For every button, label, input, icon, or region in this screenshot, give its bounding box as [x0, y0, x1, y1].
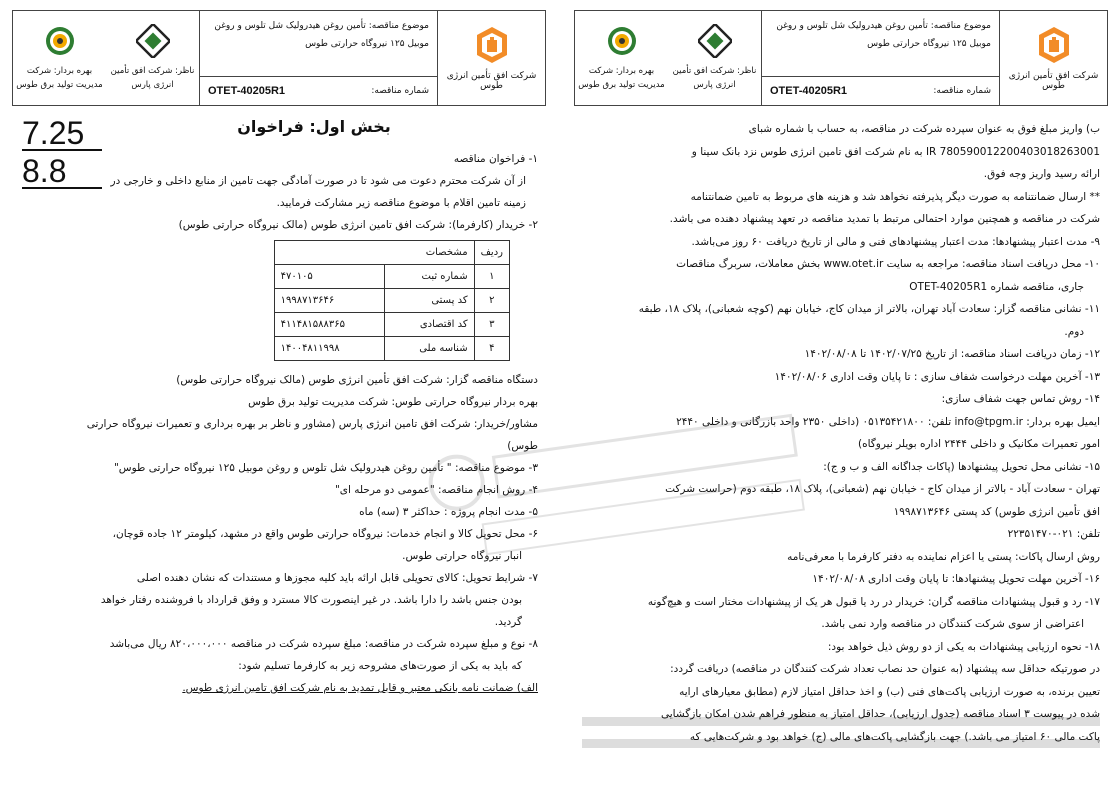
plant-operator: بهره بردار نیروگاه حرارتی طوس: شرکت مدیریت تولید برق طوس [248, 396, 538, 408]
page-body: ب) واریز مبلغ فوق به عنوان سپرده شرکت در مناقصه، به حساب با شماره شبای IR 780590012200403018263001 به نام شرکت افق تامین انرژی طوس نزد بانک سینا و ارائه رسید واریز وجه فوق. ** ارسال ضمانتنامه به صورت دیگر پذیرفته نخواهد شد و هزینه های مربوط به تامین ضمانتنامه شرکت در مناقصه و همچنین موارد احتمالی مرتبط با تمدید مناقصه در تعهد پیشنهاد دهنده می باشد. ۹- مدت اعتبار پیشنهادها: مدت اعتبار پیشنهادهای فنی و مالی از تاریخ دریافت ۶۰ روز می‌باشد. ۱۰- محل دریافت اسناد مناقصه: مراجعه به سایت www.otet.ir بخش معاملات، سربرگ مناقصات جاری، مناقصه شماره OTET-40205R1 ۱۱- نشانی مناقصه گزار: سعادت آباد تهران، بالاتر از میدان کاج، خیابان نهم (کوچه شعبانی)، پلاک ۱۸، طبقه دوم. ۱۲- زمان دریافت اسناد مناقصه: از تاریخ ۱۴۰۲/۰۷/۲۵ تا ۱۴۰۲/۰۸/۰۸ ۱۳- آخرین مهلت درخواست شفاف سازی : تا پایان وقت اداری ۱۴۰۲/۰۸/۰۶ ۱۴- روش تماس جهت شفاف سازی: ایمیل بهره بردار: info@tpgm.ir تلفن: ۰۵۱۳۵۴۲۱۸۰۰ (داخلی ۲۳۵۰ واحد بازرگانی و داخلی ۲۴۴۰ امور تعمیرات مکانیک و داخلی ۲۴۴۴ اداره بویلر نیروگاه) ۱۵- نشانی محل تحویل پیشنهادها (پاکات جداگانه الف و ب و ج): تهران - سعادت آباد - بالاتر از میدان کاج - خیابان نهم (شعبانی)، پلاک ۱۸، طبقه دوم (حراست شرکت افق تأمین انرژی طوس) کد پستی ۱۹۹۸۷۱۳۶۴۶ تلفن: ۰۲۱-۲۲۳۵۱۴۷۰ روش ارسال پاکات: پستی یا اعزام نماینده به دفتر کارفرما با معرفی‌نامه ۱۶- آخرین مهلت تحویل پیشنهادها: تا پایان وقت اداری ۱۴۰۲/۰۸/۰۸ ۱۷- رد و قبول پیشنهادات مناقصه گران: خریدار در رد یا قبول هر یک از پیشنهادات مختار است و هیچ‌گونه اعتراضی از سوی شرکت کنندگان در مناقصه وارد نمی باشد. ۱۸- نحوه ارزیابی پیشنهادات به یکی از دو روش ذیل خواهد بود: در صورتیکه حداقل سه پیشنهاد (به عنوان حد نصاب تعداد شرکت کنندگان در مناقصه) دریافت گردد: تعیین برنده، به صورت ارزیابی پاکت‌های فنی (ب) و اخذ حداقل امتیاز لازم (مطابق معیارهای ارایه شده در پیوست ۳ اسناد مناقصه (جدول ارزیابی)، حداقل امتیاز به منظور فراهم شدن امکان بازگشایی پاکت مالی ۶۰ امتیاز می باشد.) جهت بازگشایی پاکت‌های مالی (ج) خواهد بود و شرکت‌هایی که [582, 118, 1100, 748]
delivery-phone: تلفن: ۰۲۱-۲۲۳۵۱۴۷۰ [1007, 528, 1100, 540]
supervisor-logo-icon [136, 24, 170, 58]
header-subject-block [199, 11, 437, 105]
page-body: بخش اول: فراخوان ۱- فراخوان مناقصه از آن شرکت محترم دعوت می شود تا در صورت آمادگی جهت تامین از منابع داخلی و خارجی در زمینه تامین اقلام با موضوع مناقصه زیر مشارکت فرمایید. ۲- خریدار (کارفرما): شرکت افق تامین انرژی طوس (مالک نیروگاه حرارتی طوس) ردیف مشخصات ۱ شماره ثبت ۴۷۰۱۰۵ ۲ کد پستی ۱۹۹۸۷۱۳۶۴۶ ۳ کد اقتصادی ۴۱۱۴۸۱۵۸۸۳۶۵ ۴ شناسه ملی ۱۴۰۰۴۸۱۱۹۹۸ دستگاه مناقصه گزار: شرکت افق تأمین انرژی طوس (مالک نیروگاه حرارتی طوس) بهره بردار نیروگاه حرارتی طوس: شرکت مدیریت تولید برق طوس مشاور/خریدار: شرکت افق تامین انرژی پارس (مشاور و ناظر بر بهره برداری و تعمیرات نیروگاه حرارتی طوس) ۳- موضوع مناقصه: " تأمین روغن هیدرولیک شل تلوس و روغن موبیل ۱۲۵ نیروگاه حرارتی طوس" ۴- روش انجام مناقصه: "عمومی دو مرحله ای" ۵- مدت انجام پروژه : حداکثر ۳ (سه) ماه ۶- محل تحویل کالا و انجام خدمات: نیروگاه حرارتی طوس واقع در مشهد، کیلومتر ۱۲ جاده قوچان، انبار نیروگاه حرارتی طوس. ۷- شرایط تحویل: کالای تحویلی قابل ارائه باید کلیه مجوزها و مستندات که نشان دهنده اصلی بودن جنس باشد را دارا باشد. در غیر اینصورت کالا مسترد و وفق قرارداد با فروشنده رفتار خواهد گردید. ۸- نوع و مبلغ سپرده شرکت در مناقصه: مبلغ سپرده شرکت در مناقصه ۸۲۰،۰۰۰،۰۰۰ ریال می‌باشد که باید به یکی از صورت‌های مشروحه زیر به کارفرما تسلیم شود: الف) ضمانت نامه بانکی معتبر و قابل تمدید به نام شرکت افق تامین انرژی طوس. [20, 114, 538, 699]
supervisor-cell [668, 11, 761, 105]
section-5: ۵- مدت انجام پروژه : حداکثر ۳ (سه) ماه [359, 506, 538, 518]
handwritten-number-2: 8.8 [22, 153, 67, 189]
table-row: ۳ کد اقتصادی ۴۱۱۴۸۱۵۸۸۳۶۵ [274, 313, 509, 337]
operator-cell [575, 11, 668, 105]
operator-logo-icon [605, 24, 639, 58]
delivery-method: روش ارسال پاکات: پستی یا اعزام نماینده به دفتر کارفرما با معرفی‌نامه [787, 550, 1100, 563]
org-name: شرکت افق تأمین انرژی طوس [1008, 71, 1099, 91]
guarantee-option-a: الف) ضمانت نامه بانکی معتبر و قابل تمدید به نام شرکت افق تامین انرژی طوس. [182, 682, 538, 694]
table-row: ۴ شناسه ملی ۱۴۰۰۴۸۱۱۹۹۸ [274, 337, 509, 361]
section-8: ۸- نوع و مبلغ سپرده شرکت در مناقصه: مبلغ سپرده شرکت در مناقصه ۸۲۰،۰۰۰،۰۰۰ ریال می‌باشد [109, 638, 538, 650]
operator-cell [13, 11, 106, 105]
registration-table [274, 240, 510, 361]
delivery-address: تهران - سعادت آباد - بالاتر از میدان کاج - خیابان نهم (شعبانی)، پلاک ۱۸، طبقه دوم (حراست شرکت [665, 483, 1100, 495]
section-18: ۱۸- نحوه ارزیابی پیشنهادات به یکی از دو روش ذیل خواهد بود: [827, 640, 1100, 653]
company-logo-icon [1034, 25, 1074, 65]
header-logos [575, 11, 761, 105]
tender-number: OTET-40205R1 [770, 85, 848, 97]
page-header [12, 10, 546, 106]
section-12: ۱۲- زمان دریافت اسناد مناقصه: از تاریخ ۱۴۰۲/۰۷/۲۵ تا ۱۴۰۲/۰۸/۰۸ [804, 348, 1100, 360]
section-2-title: ۲- خریدار (کارفرما): شرکت افق تامین انرژی طوس (مالک نیروگاه حرارتی طوس) [178, 219, 538, 231]
tender-number: OTET-40205R1 [208, 85, 286, 97]
section-16: ۱۶- آخرین مهلت تحویل پیشنهادها: تا پایان وقت اداری ۱۴۰۲/۰۸/۰۸ [812, 573, 1100, 585]
operator-caption: بهره بردار: شرکت مدیریت تولید برق طوس [16, 66, 103, 90]
section-title: بخش اول: فراخوان [237, 117, 391, 136]
section-15: ۱۵- نشانی محل تحویل پیشنهادها (پاکات جداگانه الف و ب و ج): [823, 460, 1100, 473]
header-logos [13, 11, 199, 105]
section-7: ۷- شرایط تحویل: کالای تحویلی قابل ارائه باید کلیه مجوزها و مستندات که نشان دهنده اصلی [136, 572, 538, 584]
section-6: ۶- محل تحویل کالا و انجام خدمات: نیروگاه حرارتی طوس واقع در مشهد، کیلومتر ۱۲ جاده قوچان، [112, 528, 538, 540]
tender-number-label: شماره مناقصه: [933, 86, 991, 96]
table-header-row [274, 241, 509, 265]
section-4: ۴- روش انجام مناقصه: "عمومی دو مرحله ای" [334, 484, 538, 496]
section-10: ۱۰- محل دریافت اسناد مناقصه: مراجعه به سایت www.otet.ir بخش معاملات، سربرگ مناقصات [676, 258, 1100, 270]
tender-subject: موضوع مناقصه: تأمین روغن هیدرولیک شل تلوس و روغن موبیل ۱۲۵ نیروگاه حرارتی طوس [762, 11, 999, 77]
supervisor-logo-icon [698, 24, 732, 58]
section-14: ۱۴- روش تماس جهت شفاف سازی: [941, 393, 1100, 405]
organizer: دستگاه مناقصه گزار: شرکت افق تأمین انرژی طوس (مالک نیروگاه حرارتی طوس) [176, 374, 538, 386]
header-subject-block [761, 11, 999, 105]
section-3: ۳- موضوع مناقصه: " تأمین روغن هیدرولیک شل تلوس و روغن موبیل ۱۲۵ نیروگاه حرارتی طوس" [113, 462, 538, 474]
tender-subject: موضوع مناقصه: تأمین روغن هیدرولیک شل تلوس و روغن موبیل ۱۲۵ نیروگاه حرارتی طوس [200, 11, 437, 77]
guarantee-option-b: ب) واریز مبلغ فوق به عنوان سپرده شرکت در مناقصه، به حساب با شماره شبای [748, 123, 1100, 135]
tender-number-label: شماره مناقصه: [371, 86, 429, 96]
tender-number-row [200, 77, 437, 105]
section-11: ۱۱- نشانی مناقصه گزار: سعادت آباد تهران، بالاتر از میدان کاج، خیابان نهم (کوچه شعبانی)، پلاک ۱۸، طبقه [638, 303, 1100, 315]
section-17: ۱۷- رد و قبول پیشنهادات مناقصه گران: خریدار در رد یا قبول هر یک از پیشنهادات مختار است و هیچ‌گونه [647, 595, 1100, 608]
section-9: ۹- مدت اعتبار پیشنهادها: مدت اعتبار پیشنهادهای فنی و مالی از تاریخ دریافت ۶۰ روز می‌باشد. [691, 235, 1100, 248]
company-logo-icon [472, 25, 512, 65]
org-name: شرکت افق تأمین انرژی طوس [446, 71, 537, 91]
operator-logo-icon [43, 24, 77, 58]
supervisor-cell [106, 11, 199, 105]
handwritten-number-1: 7.25 [22, 115, 85, 151]
tender-number-row [762, 77, 999, 105]
consultant: مشاور/خریدار: شرکت افق تامین انرژی پارس (مشاور و ناظر بر بهره برداری و تعمیرات نیروگاه حرارتی [86, 418, 538, 430]
section-13: ۱۳- آخرین مهلت درخواست شفاف سازی : تا پایان وقت اداری ۱۴۰۲/۰۸/۰۶ [774, 370, 1100, 383]
table-row: ۱ شماره ثبت ۴۷۰۱۰۵ [274, 265, 509, 289]
document-page-left [6, 6, 552, 806]
table-header-cell: مشخصات [274, 241, 474, 265]
supervisor-caption: ناظر: شرکت افق تأمین انرژی پارس [110, 66, 195, 90]
page-header [574, 10, 1108, 106]
org-block [437, 11, 545, 105]
section-1-title: ۱- فراخوان مناقصه [453, 153, 538, 165]
table-header-cell: ردیف [474, 241, 509, 265]
operator-caption: بهره بردار: شرکت مدیریت تولید برق طوس [578, 66, 665, 90]
org-block [999, 11, 1107, 105]
supervisor-caption: ناظر: شرکت افق تأمین انرژی پارس [672, 66, 757, 90]
table-row: ۲ کد پستی ۱۹۹۸۷۱۳۶۴۶ [274, 289, 509, 313]
document-page-right [568, 6, 1114, 806]
contact-email: ایمیل بهره بردار: info@tpgm.ir تلفن: ۰۵۱۳۵۴۲۱۸۰۰ (داخلی ۲۳۵۰ واحد بازرگانی و داخلی ۲۴۴۰ [676, 415, 1100, 428]
guarantee-note: ** ارسال ضمانتنامه به صورت دیگر پذیرفته نخواهد شد و هزینه های مربوط به تامین ضمانتنامه [690, 190, 1100, 203]
